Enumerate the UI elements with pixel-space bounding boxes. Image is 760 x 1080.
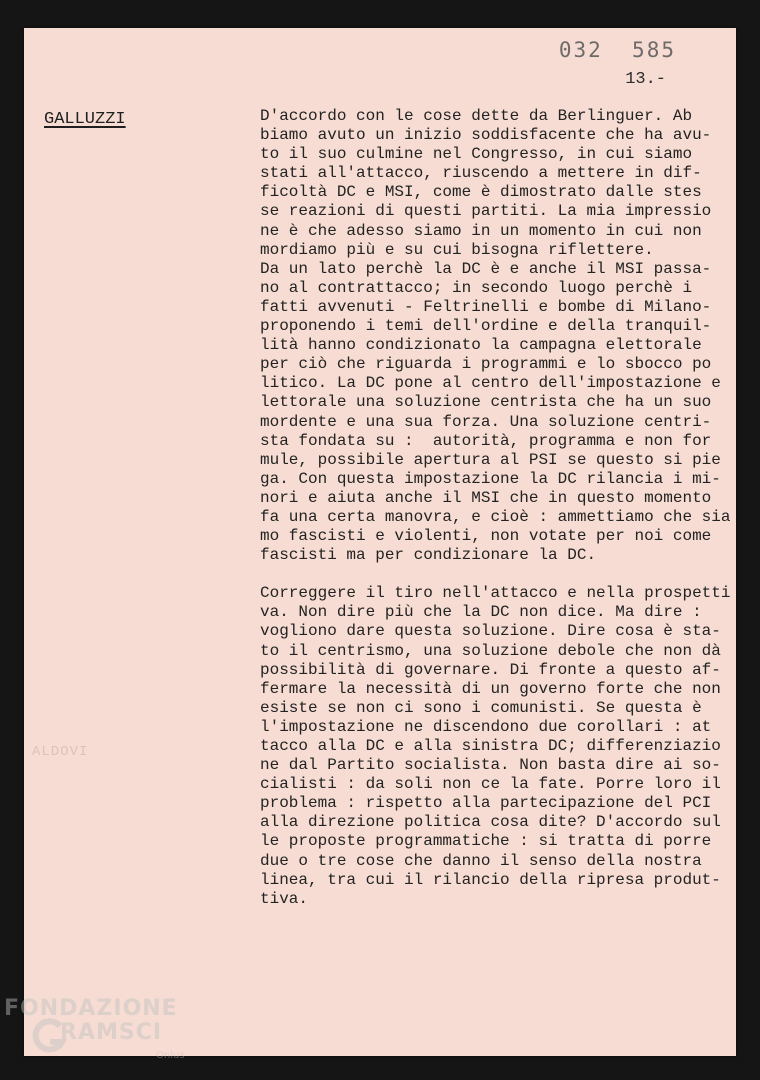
text-line: Correggere il tiro nell'attacco e nella prospetti (260, 584, 731, 603)
text-line: fascisti ma per condizionare la DC. (260, 546, 597, 565)
text-line: tiva. (260, 889, 309, 908)
text-line: ne è che adesso siamo in un momento in cui non (260, 221, 702, 240)
text-line: le proposte programmatiche : si tratta di porre (260, 832, 712, 851)
text-line: nori e aiuta anche il MSI che in questo momento (260, 488, 712, 507)
text-line: mo fascisti e violenti, non votate per noi come (260, 527, 712, 546)
text-line: lettorale una soluzione centrista che ha un suo (260, 393, 712, 412)
text-line: possibilità di governare. Di fronte a questo af- (260, 660, 721, 679)
page-number: 13.- (625, 70, 666, 89)
watermark-line-2: RAMSCI (60, 1020, 163, 1045)
watermark-line-3: Onlus (156, 1050, 185, 1061)
text-line: stati all'attacco, riuscendo a mettere in dif- (260, 164, 702, 183)
text-line: ficoltà DC e MSI, come è dimostrato dalle stes (260, 183, 702, 202)
text-line: mule, possibile apertura al PSI se questo si pie (260, 450, 721, 469)
speaker-name: GALLUZZI (44, 110, 126, 129)
text-line: sta fondata su : autorità, programma e non for (260, 431, 712, 450)
document-page (24, 28, 736, 1056)
text-line: fatti avvenuti - Feltrinelli e bombe di Milano- (260, 297, 712, 316)
text-line: fa una certa manovra, e cioè : ammettiamo che sia (260, 507, 731, 526)
text-line: to il centrismo, una soluzione debole che non dà (260, 641, 721, 660)
text-line: biamo avuto un inizio soddisfacente che ha avu- (260, 126, 712, 145)
text-line: no al contrattacco; in secondo luogo perchè i (260, 278, 693, 297)
text-line: linea, tra cui il rilancio della ripresa produt- (260, 870, 721, 889)
text-line: to il suo culmine nel Congresso, in cui siamo (260, 145, 693, 164)
text-line: due o tre cose che danno il senso della nostra (260, 851, 702, 870)
text-line: Da un lato perchè la DC è e anche il MSI passa- (260, 259, 712, 278)
text-line: va. Non dire più che la DC non dice. Ma dire : (260, 603, 702, 622)
text-line: mordente e una sua forza. Una soluzione centri- (260, 412, 712, 431)
text-line: fermare la necessità di un governo forte che non (260, 679, 721, 698)
paragraph (260, 107, 736, 565)
text-line: problema : rispetto alla partecipazione del PCI (260, 794, 712, 813)
text-line: tacco alla DC e alla sinistra DC; differenziazio (260, 737, 721, 755)
text-line: ga. Con questa impostazione la DC rilancia i mi- (260, 469, 721, 488)
text-line: ne dal Partito socialista. Non basta dire ai so- (260, 756, 721, 775)
watermark-line-1: FONDAZIONE (4, 996, 178, 1021)
text-line: litico. La DC pone al centro dell'impostazione e (260, 374, 721, 393)
text-line: vogliono dare questa soluzione. Dire cosa è sta- (260, 622, 721, 641)
text-line: cialisti : da soli non ce la fate. Porre loro il (260, 775, 721, 794)
archive-stamp-number: 032 585 (558, 38, 676, 62)
text-line: alla direzione politica cosa dite? D'accordo sul (260, 813, 721, 832)
text-line: se reazioni di questi partiti. La mia impressio (260, 202, 712, 221)
text-line: D'accordo con le cose dette da Berlinguer. Ab (260, 107, 693, 125)
paragraph-gap (260, 565, 736, 584)
text-line: l'impostazione ne discendono due corollari : at (260, 717, 712, 736)
speech-text (260, 107, 736, 909)
text-line: mordiamo più e su cui bisogna riflettere. (260, 240, 654, 259)
text-line: per ciò che riguarda i programmi e lo sbocco po (260, 355, 712, 374)
text-line: lità hanno condizionato la campagna elettorale (260, 336, 702, 355)
text-line: esiste se non ci sono i comunisti. Se questa è (260, 698, 702, 717)
fondazione-gramsci-watermark (4, 996, 204, 1076)
show-through-speaker-label: ALDOVI (32, 744, 89, 760)
text-line: proponendo i temi dell'ordine e della tranquil- (260, 317, 712, 336)
paragraph (260, 584, 736, 909)
